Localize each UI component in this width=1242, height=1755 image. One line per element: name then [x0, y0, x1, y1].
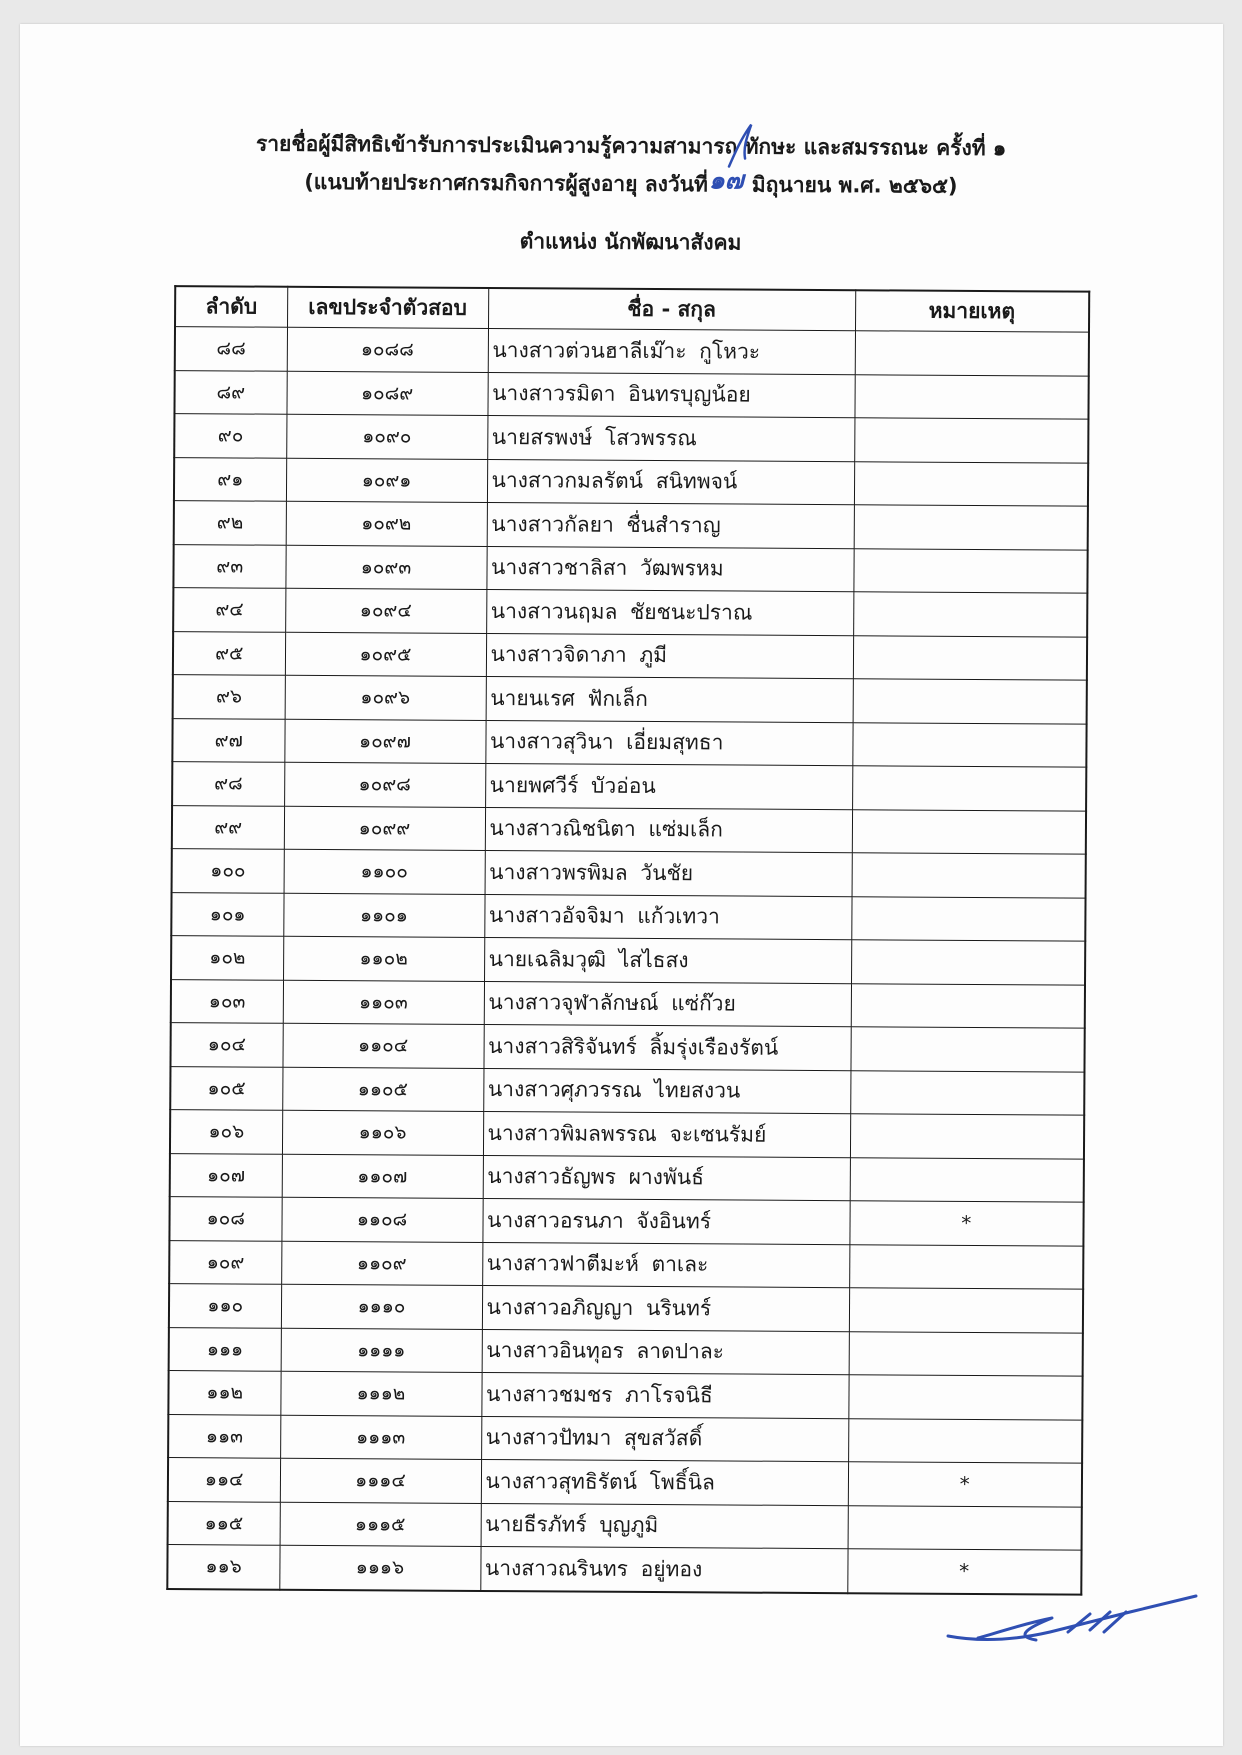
cell-order-number: ๘๘ [175, 327, 287, 371]
document-title: รายชื่อผู้มีสิทธิเข้ารับการประเมินความรู้ความสามารถ ทักษะ และสมรรถนะ ครั้งที่ ๑ [255, 131, 1007, 161]
cell-remark [848, 1505, 1082, 1550]
cell-remark [854, 418, 1088, 463]
cell-order-number: ๑๑๑ [169, 1327, 281, 1371]
cell-exam-id: ๑๐๙๗ [284, 719, 485, 764]
table-row [171, 892, 1085, 941]
cell-full-name: นายสรพงษ์ โสวพรรณ [487, 415, 854, 461]
cell-order-number: ๑๐๕ [170, 1066, 282, 1110]
table-row [169, 1284, 1083, 1333]
cell-full-name: นางสาวสุวินา เอี่ยมสุทธา [485, 720, 852, 766]
cell-remark [848, 1418, 1082, 1463]
column-header-full-name: ชื่อ - สกุล [488, 288, 855, 331]
cell-full-name: นางสาวนฤมล ชัยชนะปราณ [486, 589, 853, 635]
table-row [169, 1240, 1083, 1289]
pen-stroke-mark [721, 116, 761, 176]
cell-full-name: นางสาวกมลรัตน์ สนิทพจน์ [487, 459, 854, 505]
table-row [172, 805, 1086, 854]
cell-full-name: นางสาวปัทมา สุขสวัสดิ์ [481, 1416, 848, 1462]
table-row [172, 762, 1086, 811]
cell-full-name: นางสาวอภิญญา นรินทร์ [482, 1285, 849, 1331]
cell-remark: * [848, 1462, 1082, 1507]
table-header [175, 286, 1089, 332]
cell-exam-id: ๑๑๐๐ [284, 849, 485, 894]
cell-remark [853, 635, 1087, 680]
cell-exam-id: ๑๐๙๑ [286, 458, 487, 503]
cell-remark: * [847, 1549, 1081, 1594]
cell-remark [852, 766, 1086, 811]
cell-exam-id: ๑๐๘๘ [287, 327, 488, 372]
table-row [170, 1110, 1084, 1159]
cell-exam-id: ๑๑๐๖ [282, 1110, 483, 1155]
cell-order-number: ๙๔ [173, 588, 285, 632]
cell-full-name: นางสาวชมชร ภาโรจนิธี [481, 1372, 848, 1418]
table-row [168, 1458, 1082, 1507]
cell-order-number: ๑๑๖ [167, 1545, 279, 1590]
cell-exam-id: ๑๐๙๘ [284, 762, 485, 807]
cell-remark [854, 505, 1088, 550]
cell-remark [851, 983, 1085, 1028]
cell-full-name: นางสาวอรนภา จังอินทร์ [482, 1198, 849, 1244]
cell-remark [851, 940, 1085, 985]
table-row [173, 675, 1087, 724]
cell-remark [852, 809, 1086, 854]
cell-exam-id: ๑๑๐๔ [282, 1023, 483, 1068]
table-row [168, 1501, 1082, 1550]
cell-full-name: นางสาวณิชนิตา แซ่มเล็ก [485, 807, 852, 853]
header-row [175, 286, 1089, 332]
cell-full-name: นายเฉลิมวุฒิ ไสไธสง [484, 937, 851, 983]
cell-full-name: นายพศวีร์ บัวอ่อน [485, 763, 852, 809]
position-heading: ตำแหน่ง นักพัฒนาสังคม [519, 229, 742, 255]
table-row [170, 1066, 1084, 1115]
cell-full-name: นางสาวสุทธิรัตน์ โพธิ์นิล [481, 1459, 848, 1505]
cell-order-number: ๑๐๑ [171, 892, 283, 936]
cell-exam-id: ๑๑๐๘ [281, 1197, 482, 1242]
cell-order-number: ๘๙ [174, 370, 286, 414]
cell-exam-id: ๑๐๙๙ [284, 806, 485, 851]
table-row [170, 1023, 1084, 1072]
cell-full-name: นางสาวต่วนฮาลีเม๊าะ กูโหวะ [488, 328, 855, 374]
cell-exam-id: ๑๐๙๕ [285, 632, 486, 677]
cell-full-name: นายธีรภัทร์ บุญภูมิ [481, 1503, 848, 1549]
handwritten-date-day: ๑๗ [708, 165, 744, 195]
table-row [173, 544, 1087, 593]
cell-full-name: นางสาวธัญพร ผางพันธ์ [483, 1155, 850, 1201]
cell-order-number: ๙๑ [174, 457, 286, 501]
cell-remark [854, 374, 1088, 419]
cell-order-number: ๙๐ [174, 414, 286, 458]
candidate-table [166, 285, 1090, 1595]
cell-exam-id: ๑๑๑๕ [280, 1502, 481, 1547]
cell-remark [852, 853, 1086, 898]
cell-remark [850, 1070, 1084, 1115]
table-row [175, 327, 1089, 376]
cell-remark [853, 679, 1087, 724]
column-header-order: ลำดับ [175, 286, 287, 327]
cell-order-number: ๑๐๙ [169, 1240, 281, 1284]
table-row [172, 849, 1086, 898]
cell-exam-id: ๑๑๐๕ [282, 1067, 483, 1112]
cell-remark [849, 1331, 1083, 1376]
table-row [169, 1327, 1083, 1376]
cell-exam-id: ๑๑๑๖ [279, 1545, 480, 1590]
subtitle-prefix: (แนบท้ายประกาศกรมกิจการผู้สูงอายุ ลงวันที่ [304, 169, 708, 197]
cell-order-number: ๙๗ [172, 718, 284, 762]
cell-order-number: ๑๐๗ [170, 1153, 282, 1197]
table-row [174, 414, 1088, 463]
cell-exam-id: ๑๑๑๓ [280, 1415, 481, 1460]
cell-remark [851, 896, 1085, 941]
cell-remark [850, 1114, 1084, 1159]
cell-order-number: ๙๖ [173, 675, 285, 719]
cell-full-name: นางสาวจุฬาลักษณ์ แซ่ก๊วย [484, 981, 851, 1027]
cell-exam-id: ๑๑๑๑ [281, 1328, 482, 1373]
cell-full-name: นางสาวพรพิมล วันชัย [485, 850, 852, 896]
cell-full-name: นางสาวจิดาภา ภูมี [486, 633, 853, 679]
table-row [174, 501, 1088, 550]
table-row [173, 631, 1087, 680]
cell-order-number: ๑๑๐ [169, 1284, 281, 1328]
cell-order-number: ๑๑๔ [168, 1458, 280, 1502]
cell-remark [853, 592, 1087, 637]
cell-exam-id: ๑๑๐๑ [283, 893, 484, 938]
cell-full-name: นางสาวชาลิสา วัฒพรหม [486, 546, 853, 592]
cell-remark [853, 548, 1087, 593]
cell-exam-id: ๑๑๑๐ [281, 1284, 482, 1329]
cell-full-name: นางสาวสิริจันทร์ ลิ้มรุ่งเรืองรัตน์ [483, 1024, 850, 1070]
cell-full-name: นายนเรศ ฟักเล็ก [486, 676, 853, 722]
cell-order-number: ๑๐๒ [171, 936, 283, 980]
cell-exam-id: ๑๐๙๖ [285, 675, 486, 720]
table-row [171, 979, 1085, 1028]
cell-remark [852, 722, 1086, 767]
table-row [174, 370, 1088, 419]
cell-remark [849, 1288, 1083, 1333]
table-row [172, 718, 1086, 767]
cell-exam-id: ๑๐๙๒ [286, 501, 487, 546]
signature [940, 1586, 1202, 1652]
cell-exam-id: ๑๐๙๓ [285, 545, 486, 590]
cell-full-name: นางสาวฟาตีมะห์ ตาเละ [482, 1242, 849, 1288]
cell-remark [855, 331, 1089, 376]
cell-remark [850, 1027, 1084, 1072]
column-header-exam-id: เลขประจำตัวสอบ [287, 287, 488, 329]
cell-full-name: นางสาวณรินทร อยู่ทอง [480, 1546, 847, 1592]
table-row [173, 588, 1087, 637]
cell-remark [848, 1375, 1082, 1420]
cell-full-name: นางสาวรมิดา อินทรบุญน้อย [487, 372, 854, 418]
cell-exam-id: ๑๑๐๒ [283, 936, 484, 981]
table-body [167, 327, 1089, 1595]
cell-remark: * [849, 1201, 1083, 1246]
cell-full-name: นางสาวอินทุอร ลาดปาละ [482, 1329, 849, 1375]
cell-exam-id: ๑๑๐๗ [282, 1154, 483, 1199]
cell-remark [854, 461, 1088, 506]
cell-exam-id: ๑๑๐๓ [283, 980, 484, 1025]
cell-exam-id: ๑๑๑๒ [280, 1371, 481, 1416]
table-row [170, 1153, 1084, 1202]
cell-order-number: ๑๑๕ [168, 1501, 280, 1545]
cell-order-number: ๑๑๓ [168, 1414, 280, 1458]
table-row [168, 1414, 1082, 1463]
cell-exam-id: ๑๑๐๙ [281, 1241, 482, 1286]
cell-full-name: นางสาวพิมลพรรณ จะเซนรัมย์ [483, 1111, 850, 1157]
cell-order-number: ๙๙ [172, 805, 284, 849]
cell-full-name: นางสาวกัลยา ชื่นสำราญ [487, 502, 854, 548]
cell-exam-id: ๑๑๑๔ [280, 1458, 481, 1503]
cell-order-number: ๙๓ [173, 544, 285, 588]
cell-remark [850, 1157, 1084, 1202]
column-header-remark: หมายเหตุ [855, 290, 1089, 332]
cell-order-number: ๑๐๔ [170, 1023, 282, 1067]
document-subtitle [21, 163, 1241, 203]
cell-exam-id: ๑๐๙๐ [286, 414, 487, 459]
cell-order-number: ๑๐๖ [170, 1110, 282, 1154]
cell-full-name: นางสาวศุภวรรณ ไทยสงวน [483, 1068, 850, 1114]
table-row [169, 1197, 1083, 1246]
cell-order-number: ๙๒ [174, 501, 286, 545]
table-row [171, 936, 1085, 985]
cell-remark [849, 1244, 1083, 1289]
cell-order-number: ๑๐๓ [171, 979, 283, 1023]
table-row [168, 1371, 1082, 1420]
cell-order-number: ๑๑๒ [168, 1371, 280, 1415]
table-row [174, 457, 1088, 506]
cell-order-number: ๑๐๐ [172, 849, 284, 893]
cell-full-name: นางสาวอัจจิมา แก้วเทวา [484, 894, 851, 940]
cell-order-number: ๙๕ [173, 631, 285, 675]
cell-order-number: ๑๐๘ [169, 1197, 281, 1241]
subtitle-suffix: มิถุนายน พ.ศ. ๒๕๖๕) [744, 172, 958, 198]
cell-exam-id: ๑๐๘๙ [286, 371, 487, 416]
cell-exam-id: ๑๐๙๔ [285, 588, 486, 633]
cell-order-number: ๙๘ [172, 762, 284, 806]
